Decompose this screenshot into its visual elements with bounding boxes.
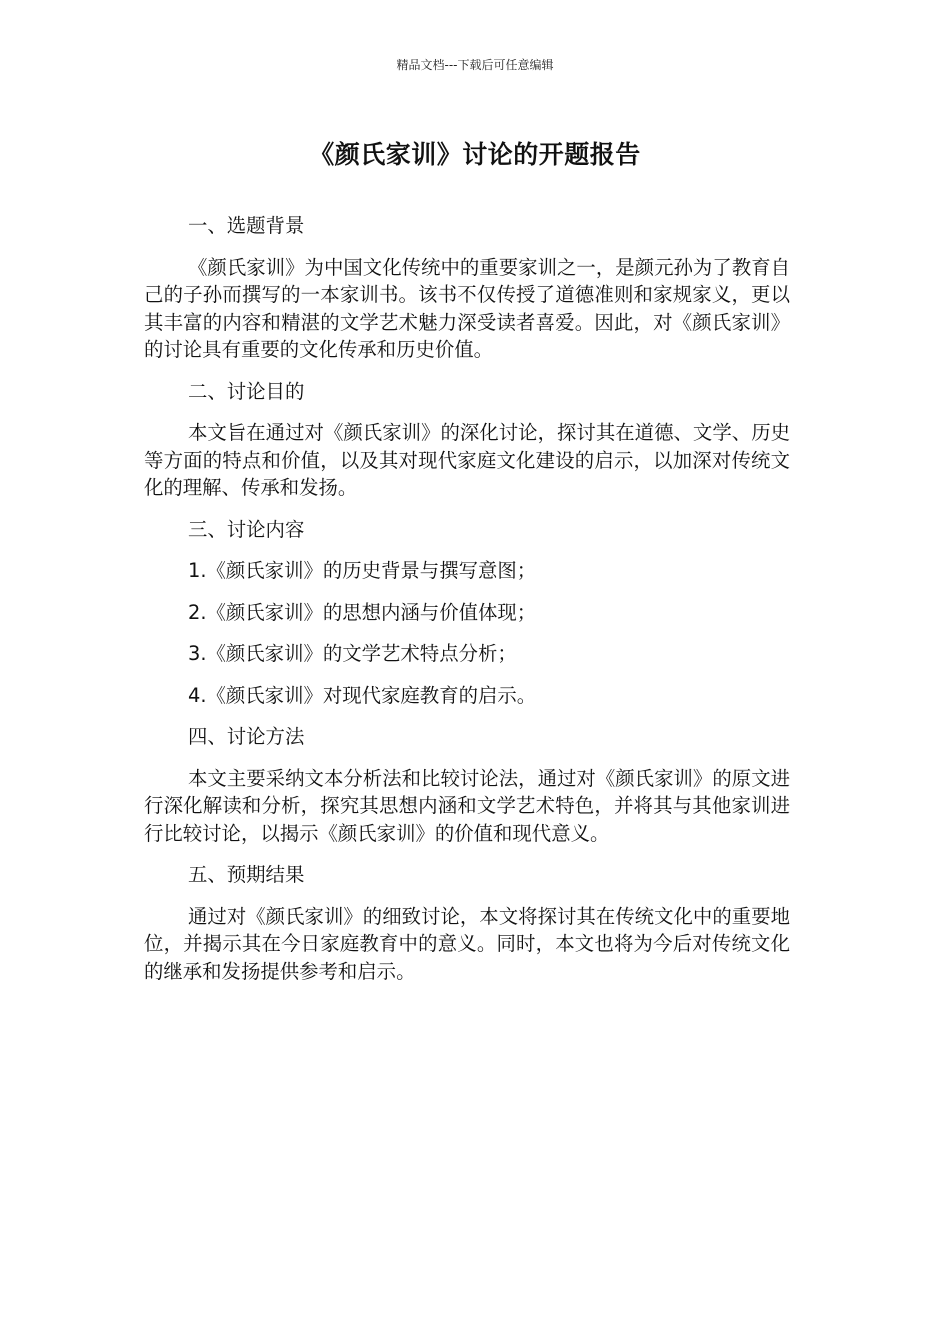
content-list-item: 2.《颜氏家训》的思想内涵与价值体现；: [188, 600, 537, 624]
content-list-item: 4.《颜氏家训》对现代家庭教育的启示。: [188, 683, 537, 707]
section-heading-background: 一、选题背景: [188, 214, 305, 237]
section-text-method: 本文主要采纳文本分析法和比较讨论法，通过对《颜氏家训》的原文进行深化解读和分析，探究其思想内涵和文学艺术特色，并将其与其他家训进行比较讨论，以揭示《颜氏家训》的价值和现代意义。: [144, 766, 790, 845]
section-heading-method: 四、讨论方法: [188, 725, 305, 748]
document-title: 《颜氏家训》讨论的开题报告: [309, 140, 641, 169]
section-heading-results: 五、预期结果: [188, 863, 305, 886]
document-body: [144, 212, 790, 999]
content-list-item: 3.《颜氏家训》的文学艺术特点分析；: [188, 642, 517, 665]
section-text-results: 通过对《颜氏家训》的细致讨论，本文将探讨其在传统文化中的重要地位，并揭示其在今日家庭教育中的意义。同时，本文也将为今后对传统文化的继承和发扬提供参考和启示。: [144, 904, 790, 983]
section-text-purpose: 本文旨在通过对《颜氏家训》的深化讨论，探讨其在道德、文学、历史等方面的特点和价值，以及其对现代家庭文化建设的启示，以加深对传统文化的理解、传承和发扬。: [144, 421, 790, 499]
section-heading-purpose: 二、讨论目的: [188, 379, 305, 403]
section-heading-content: 三、讨论内容: [188, 517, 305, 541]
header-note: 精品文档---下载后可任意编辑: [396, 58, 554, 72]
section-text-background: 《颜氏家训》为中国文化传统中的重要家训之一，是颜元孙为了教育自己的子孙而撰写的一本家训书。该书不仅传授了道德准则和家规家义，更以其丰富的内容和精湛的文学艺术魅力深受读者喜爱。因此，对《颜氏家训》的讨论具有重要的文化传承和历史价值。: [144, 255, 790, 361]
content-list-item: 1.《颜氏家训》的历史背景与撰写意图；: [188, 559, 537, 582]
